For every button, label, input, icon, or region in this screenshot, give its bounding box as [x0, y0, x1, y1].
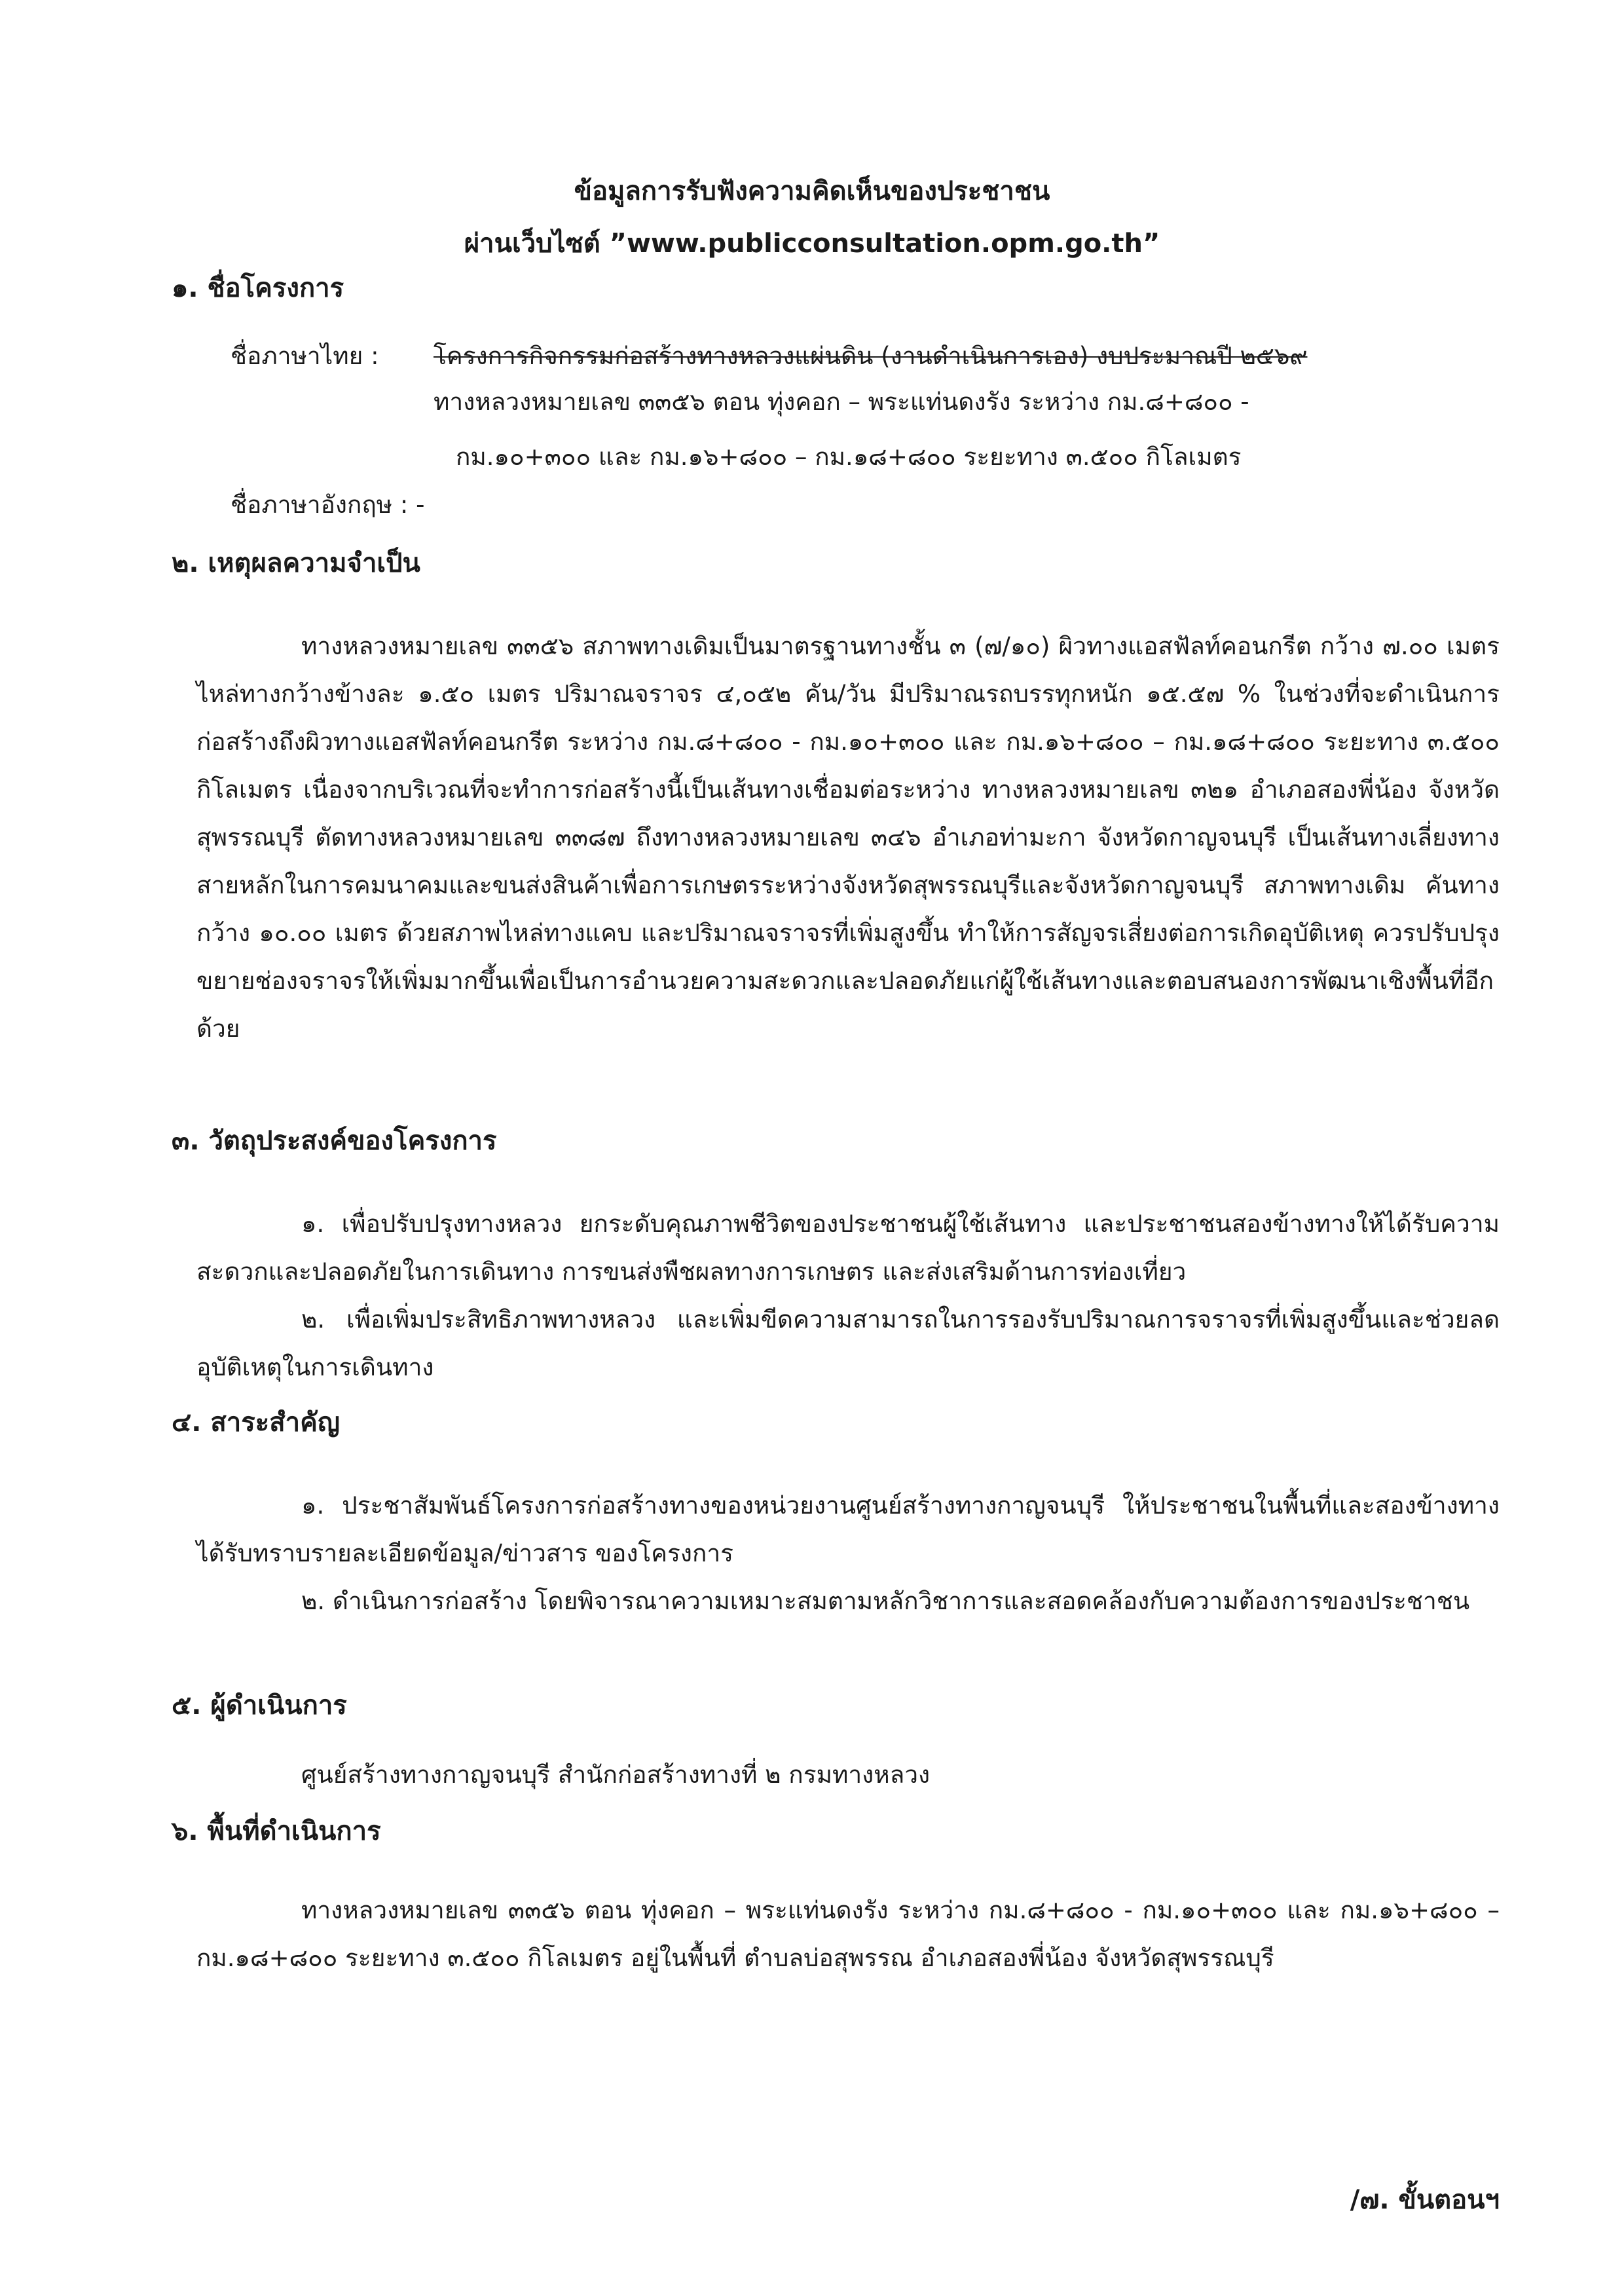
section4-item1: ๑. ประชาสัมพันธ์โครงการก่อสร้างทางของหน่วยงานศูนย์สร้างทางกาญจนบุรี ให้ประชาชนในพื้นที่และสองข้างทางได้รับทราบรายละเอียดข้อมูล/ข่าวสาร ของโครงการ	[196, 1491, 1500, 1567]
section3-item2: ๒. เพื่อเพิ่มประสิทธิภาพทางหลวง และเพิ่มขีดความสามารถในการรองรับปริมาณการจราจรที่เพิ่มสูงขึ้นและช่วยลดอุบัติเหตุในการเดินทาง	[196, 1305, 1500, 1381]
section4-heading: ๔. สาระสำคัญ	[172, 1408, 340, 1438]
section3-item1: ๑. เพื่อปรับปรุงทางหลวง ยกระดับคุณภาพชีวิตของประชาชนผู้ใช้เส้นทาง และประชาชนสองข้างทางให้ได้รับความสะดวกและปลอดภัยในการเดินทาง การขนส่งพืชผลทางการเกษตร และส่งเสริมด้านการท่องเที่ยว	[196, 1210, 1500, 1286]
document-subtitle: ผ่านเว็บไซต์ ”www.publicconsultation.opm.go.th”	[464, 229, 1160, 259]
thai-name-line1: โครงการกิจกรรมก่อสร้างทางหลวงแผ่นดิน (งานดำเนินการเอง) งบประมาณปี ๒๕๖๙	[434, 342, 1308, 370]
thai-name-line3: กม.๑๐+๓๐๐ และ กม.๑๖+๘๐๐ – กม.๑๘+๘๐๐ ระยะทาง ๓.๕๐๐ กิโลเมตร	[456, 443, 1242, 471]
section5-text: ศูนย์สร้างทางกาญจนบุรี สำนักก่อสร้างทางที่ ๒ กรมทางหลวง	[301, 1761, 931, 1789]
english-name-label: ชื่อภาษาอังกฤษ : -	[231, 491, 425, 519]
section2-heading: ๒. เหตุผลความจำเป็น	[172, 548, 420, 578]
section4-item2: ๒. ดำเนินการก่อสร้าง โดยพิจารณาความเหมาะสมตามหลักวิชาการและสอดคล้องกับความต้องการของประชาชน	[301, 1587, 1470, 1615]
section1-heading: ๑. ชื่อโครงการ	[172, 273, 344, 303]
section2-paragraph: ทางหลวงหมายเลข ๓๓๕๖ สภาพทางเดิมเป็นมาตรฐานทางชั้น ๓ (๗/๑๐) ผิวทางแอสฟัลท์คอนกรีต กว้าง ๗.๐๐ เมตร ไหล่ทางกว้างข้างละ ๑.๕๐ เมตร ปริมาณจราจร ๔,๐๕๒ คัน/วัน มีปริมาณรถบรรทุกหนัก ๑๕.๕๗ % ในช่วงที่จะดำเนินการก่อสร้างถึงผิวทางแอสฟัลท์คอนกรีต ระหว่าง กม.๘+๘๐๐ - กม.๑๐+๓๐๐ และ กม.๑๖+๘๐๐ – กม.๑๘+๘๐๐ ระยะทาง ๓.๕๐๐ กิโลเมตร เนื่องจากบริเวณที่จะทำการก่อสร้างนี้เป็นเส้นทางเชื่อมต่อระหว่าง ทางหลวงหมายเลข ๓๒๑ อำเภอสองพี่น้อง จังหวัดสุพรรณบุรี ตัดทางหลวงหมายเลข ๓๓๘๗ ถึงทางหลวงหมายเลข ๓๔๖ อำเภอท่ามะกา จังหวัดกาญจนบุรี เป็นเส้นทางเลี่ยงทางสายหลักในการคมนาคมและขนส่งสินค้าเพื่อการเกษตรระหว่างจังหวัดสุพรรณบุรีและจังหวัดกาญจนบุรี สภาพทางเดิม คันทางกว้าง ๑๐.๐๐ เมตร ด้วยสภาพไหล่ทางแคบ และปริมาณจราจรที่เพิ่มสูงขึ้น ทำให้การสัญจรเสี่ยงต่อการเกิดอุบัติเหตุ ควรปรับปรุงขยายช่องจราจรให้เพิ่มมากขึ้นเพื่อเป็นการอำนวยความสะดวกและปลอดภัยแก่ผู้ใช้เส้นทางและตอบสนองการพัฒนาเชิงพื้นที่อีกด้วย	[196, 632, 1500, 1043]
document-title: ข้อมูลการรับฟังความคิดเห็นของประชาชน	[574, 176, 1050, 206]
section3-heading: ๓. วัตถุประสงค์ของโครงการ	[172, 1126, 497, 1156]
section6-paragraph: ทางหลวงหมายเลข ๓๓๕๖ ตอน ทุ่งคอก – พระแท่นดงรัง ระหว่าง กม.๘+๘๐๐ - กม.๑๐+๓๐๐ และ กม.๑๖+๘๐๐ – กม.๑๘+๘๐๐ ระยะทาง ๓.๕๐๐ กิโลเมตร อยู่ในพื้นที่ ตำบลบ่อสุพรรณ อำเภอสองพี่น้อง จังหวัดสุพรรณบุรี	[196, 1896, 1500, 1972]
section6-heading: ๖. พื้นที่ดำเนินการ	[172, 1816, 381, 1846]
continuation-note: /๗. ขั้นตอนฯ	[1350, 2185, 1500, 2215]
section5-heading: ๕. ผู้ดำเนินการ	[172, 1690, 347, 1721]
thai-name-line2: ทางหลวงหมายเลข ๓๓๕๖ ตอน ทุ่งคอก – พระแท่นดงรัง ระหว่าง กม.๘+๘๐๐ -	[434, 388, 1249, 416]
thai-name-label: ชื่อภาษาไทย :	[231, 342, 379, 370]
